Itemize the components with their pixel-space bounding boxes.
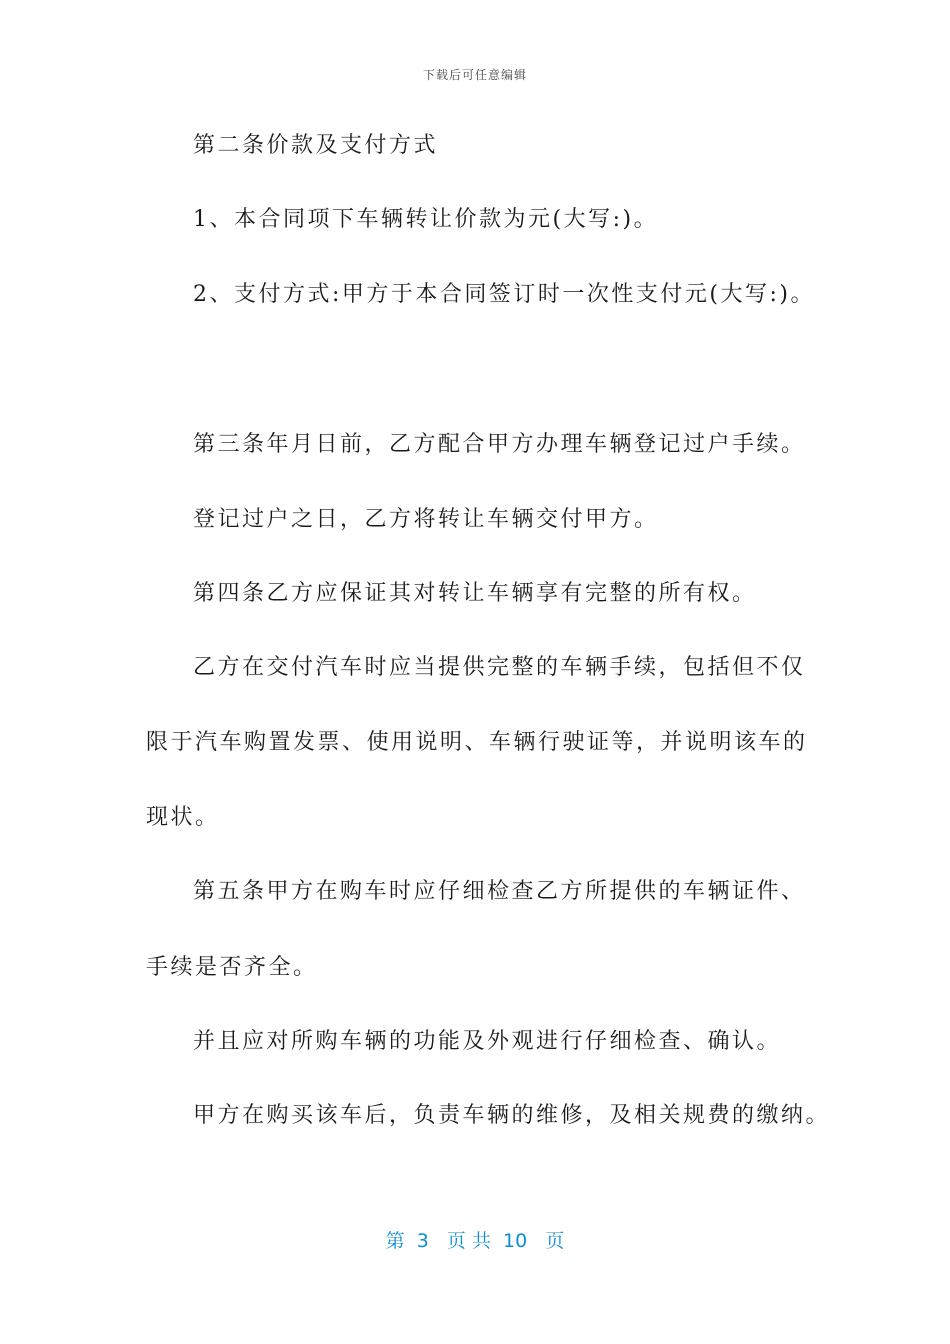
article-2-item-1: 1、本合同项下车辆转让价款为元(大写:)。 [193,207,659,232]
page-number: 第 3 页 共 10 页 [385,1230,565,1252]
article-3-line-2: 登记过户之日，乙方将转让车辆交付甲方。 [193,507,659,532]
article-5-line-3: 甲方在购买该车后，负责车辆的维修，及相关规费的缴纳。 [193,1103,831,1128]
article-5-line-1b: 手续是否齐全。 [146,955,318,980]
article-4-line-1: 第四条乙方应保证其对转让车辆享有完整的所有权。 [193,581,757,606]
article-3-line-1: 第三条年月日前，乙方配合甲方办理车辆登记过户手续。 [193,432,806,457]
article-4-line-2b: 限于汽车购置发票、使用说明、车辆行驶证等，并说明该车的 [146,730,808,755]
article-4-line-2a: 乙方在交付汽车时应当提供完整的车辆手续，包括但不仅 [193,655,806,680]
article-2-item-2: 2、支付方式:甲方于本合同签订时一次性支付元(大写:)。 [193,282,815,307]
header-note: 下载后可任意编辑 [422,68,527,82]
article-2-title: 第二条价款及支付方式 [193,133,439,158]
article-5-line-1a: 第五条甲方在购车时应仔细检查乙方所提供的车辆证件、 [193,879,806,904]
article-5-line-2: 并且应对所购车辆的功能及外观进行仔细检查、确认。 [193,1029,782,1054]
article-4-line-2c: 现状。 [146,805,220,830]
